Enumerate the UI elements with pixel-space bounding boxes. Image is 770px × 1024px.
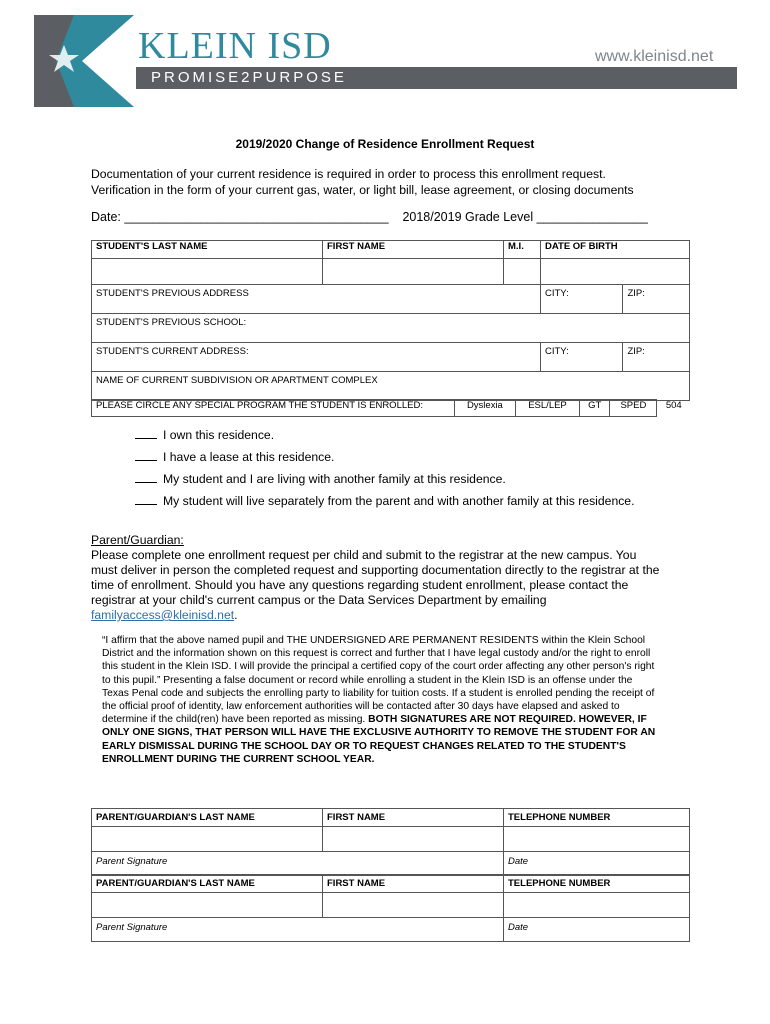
affirmation-statement <box>102 634 657 766</box>
guardian-2-phone-header: TELEPHONE NUMBER <box>504 875 690 893</box>
guardian-1-last-name-header: PARENT/GUARDIAN'S LAST NAME <box>92 809 323 827</box>
residence-option-with-family[interactable]: My student and I are living with another family at this residence. <box>135 472 506 486</box>
student-info-table <box>91 240 690 401</box>
guardian-table-1 <box>91 808 690 876</box>
grade-level-field[interactable]: 2018/2019 Grade Level ________________ <box>402 210 648 224</box>
form-title: 2019/2020 Change of Residence Enrollment Request <box>235 137 535 151</box>
program-gt[interactable]: GT <box>580 400 610 417</box>
student-last-name-input[interactable] <box>92 259 323 285</box>
student-last-name-header: STUDENT'S LAST NAME <box>92 241 323 259</box>
date-line <box>91 210 648 224</box>
guardian-line-1: Please complete one enrollment request per child and submit to the registrar at the new campus. You <box>91 548 637 562</box>
intro-line-1: Documentation of your current residence is required in order to process this enrollment request. <box>91 167 606 181</box>
residence-option-separate[interactable]: My student will live separately from the parent and with another family at this residence. <box>135 494 634 508</box>
guardian-line-3: time of enrollment. Should you have any questions regarding student enrollment, please contact the <box>91 578 629 592</box>
guardian-2-date-field[interactable]: Date <box>504 918 690 942</box>
program-esl-lep[interactable]: ESL/LEP <box>515 400 579 417</box>
guardian-2-first-name-header: FIRST NAME <box>323 875 504 893</box>
student-dob-input[interactable] <box>541 259 690 285</box>
intro-line-2: Verification in the form of your current gas, water, or light bill, lease agreement, or closing documents <box>91 183 634 197</box>
student-first-name-input[interactable] <box>323 259 504 285</box>
subdivision-field[interactable]: NAME OF CURRENT SUBDIVISION OR APARTMENT COMPLEX <box>92 372 690 401</box>
guardian-2-phone-input[interactable] <box>504 893 690 918</box>
program-dyslexia[interactable]: Dyslexia <box>455 400 516 417</box>
guardian-1-last-name-input[interactable] <box>92 827 323 852</box>
special-program-label: PLEASE CIRCLE ANY SPECIAL PROGRAM THE STUDENT IS ENROLLED: <box>92 400 455 417</box>
current-city-field[interactable]: CITY: <box>541 343 623 372</box>
residence-option-own[interactable]: I own this residence. <box>135 428 274 442</box>
guardian-1-signature-field[interactable]: Parent Signature <box>92 852 504 876</box>
familyaccess-email-link[interactable]: familyaccess@kleinisd.net <box>91 608 235 622</box>
guardian-heading: Parent/Guardian: <box>91 533 184 547</box>
special-program-row <box>91 399 690 417</box>
date-field[interactable]: Date: ______________________________________ <box>91 210 389 224</box>
affirmation-text: “I affirm that the above named pupil and THE UNDERSIGNED ARE PERMANENT RESIDENTS within the Klein School District and the information shown on this request is correct and further that I have legal custody and/or the right to enroll this student in the Klein ISD. I will provide the principal a certified copy of the court order affecting any other person's right to this pupil.” Presenting a false document or record while enrolling a student in the Klein ISD is an offense under the Texas Penal code and subjects the enrolling party to liability for tuition costs. If a student is enrolled pending the receipt of the official proof of identity, law enforcement authorities will be contacted after 30 days have elapsed and asked to determine if the child(ren) have been reported as missing. <box>102 635 655 726</box>
guardian-1-date-field[interactable]: Date <box>504 852 690 876</box>
dob-header: DATE OF BIRTH <box>541 241 690 259</box>
current-address-field[interactable]: STUDENT'S CURRENT ADDRESS: <box>92 343 541 372</box>
signature-notice: BOTH SIGNATURES ARE NOT REQUIRED. HOWEVER, IF ONLY ONE SIGNS, THAT PERSON WILL HAVE THE EXCLUSIVE AUTHORITY TO REMOVE THE STUDENT FOR AN EARLY DISMISSAL DURING THE SCHOOL DAY OR TO REQUEST CHANGES RELATED TO THE STUDENT'S ENROLLMENT DURING THE CURRENT SCHOOL YEAR. <box>102 714 656 765</box>
guardian-table-2 <box>91 874 690 942</box>
brand-tagline: PROMISE2PURPOSE <box>151 69 347 86</box>
mi-header: M.I. <box>504 241 541 259</box>
guardian-line-2: must deliver in person the completed request and supporting documentation directly to the registrar at the <box>91 563 660 577</box>
previous-city-field[interactable]: CITY: <box>541 285 623 314</box>
guardian-2-signature-field[interactable]: Parent Signature <box>92 918 504 942</box>
previous-address-field[interactable]: STUDENT'S PREVIOUS ADDRESS <box>92 285 541 314</box>
guardian-1-phone-header: TELEPHONE NUMBER <box>504 809 690 827</box>
guardian-1-first-name-input[interactable] <box>323 827 504 852</box>
guardian-2-last-name-header: PARENT/GUARDIAN'S LAST NAME <box>92 875 323 893</box>
residence-option-lease[interactable]: I have a lease at this residence. <box>135 450 334 464</box>
previous-school-field[interactable]: STUDENT'S PREVIOUS SCHOOL: <box>92 314 690 343</box>
guardian-email-line: familyaccess@kleinisd.net. <box>91 608 238 622</box>
previous-zip-field[interactable]: ZIP: <box>623 285 690 314</box>
first-name-header: FIRST NAME <box>323 241 504 259</box>
brand-title: KLEIN ISD <box>138 25 332 67</box>
program-sped[interactable]: SPED <box>610 400 657 417</box>
website-link[interactable]: www.kleinisd.net <box>595 48 714 65</box>
guardian-2-first-name-input[interactable] <box>323 893 504 918</box>
program-504[interactable]: 504 <box>665 399 682 411</box>
guardian-line-4: registrar at your child's current campus or the Data Services Department by emailing <box>91 593 547 607</box>
current-zip-field[interactable]: ZIP: <box>623 343 690 372</box>
student-mi-input[interactable] <box>504 259 541 285</box>
guardian-1-phone-input[interactable] <box>504 827 690 852</box>
guardian-2-last-name-input[interactable] <box>92 893 323 918</box>
guardian-1-first-name-header: FIRST NAME <box>323 809 504 827</box>
